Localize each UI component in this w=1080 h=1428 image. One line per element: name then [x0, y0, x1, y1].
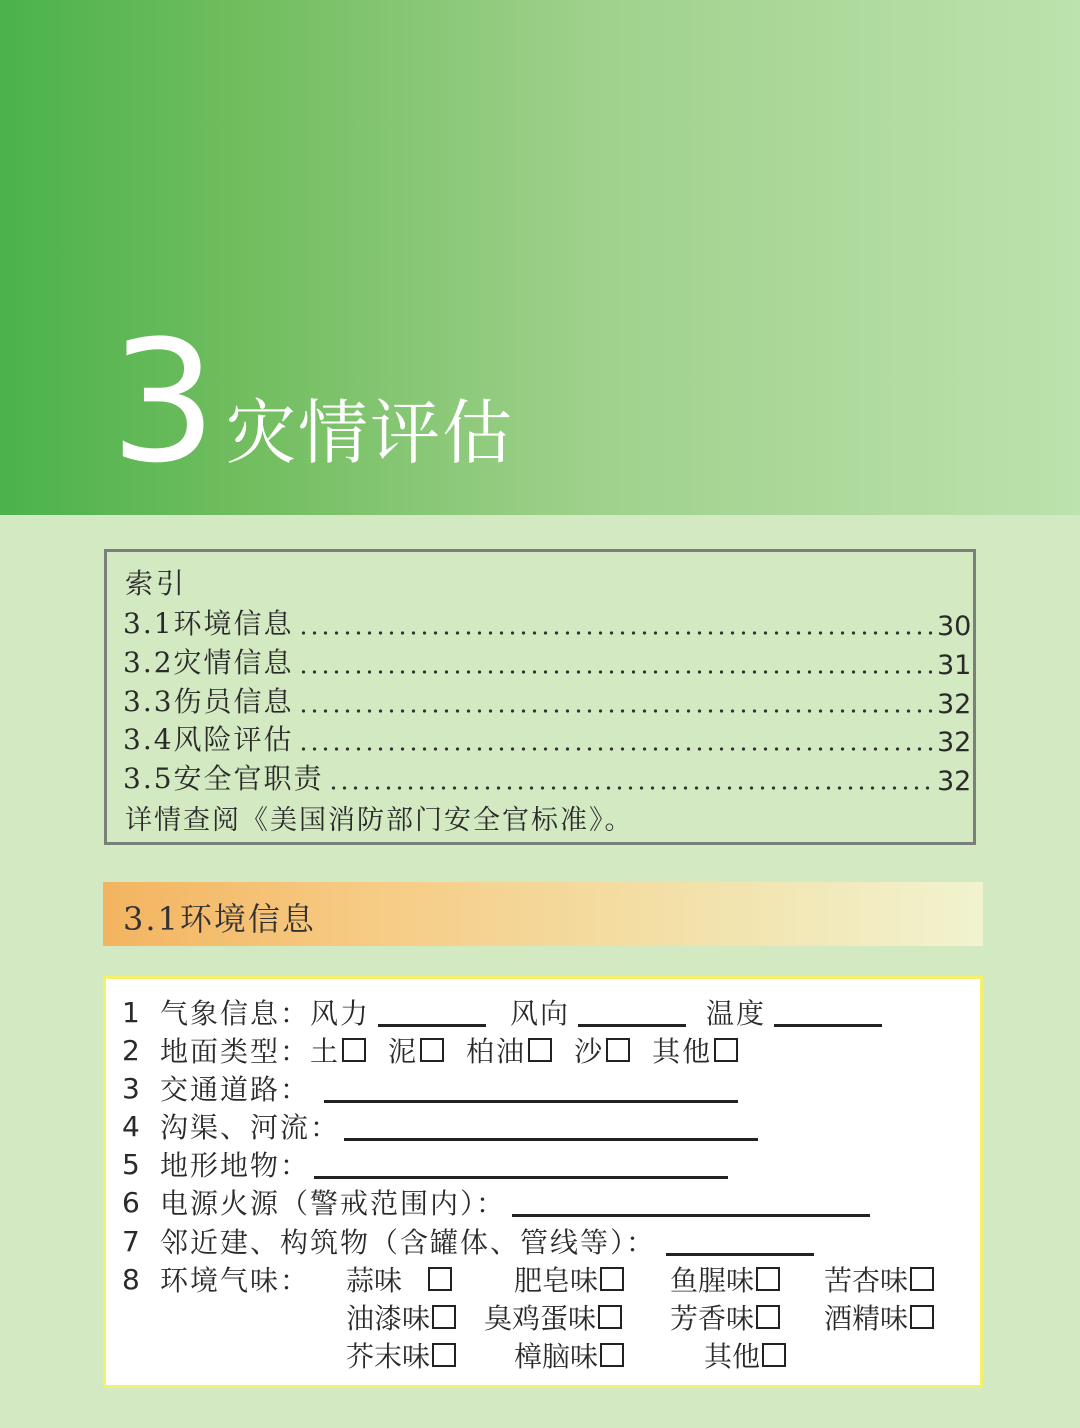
odor-label: 臭鸡蛋味: [484, 1302, 597, 1335]
form-line-odors: [122, 1260, 310, 1298]
index-box: [104, 549, 976, 845]
odor-label: 肥皂味: [514, 1264, 599, 1297]
soap-odor-checkbox[interactable]: [600, 1267, 624, 1291]
toc-item[interactable]: [123, 643, 971, 681]
option-label: 其他: [652, 1035, 713, 1068]
odor-option: [484, 1298, 622, 1336]
terrain-field[interactable]: [314, 1150, 728, 1179]
bitter-almond-odor-checkbox[interactable]: [910, 1267, 934, 1291]
odor-label: 苦杏味: [824, 1264, 909, 1297]
option-label: 柏油: [466, 1035, 527, 1068]
toc-leader-dots: [328, 785, 933, 791]
toc-page-number: 30: [937, 611, 972, 642]
toc-page-number: 32: [937, 727, 972, 758]
odor-option: [346, 1298, 456, 1336]
index-heading: 索引: [125, 567, 188, 600]
odor-label: 鱼腥味: [670, 1264, 755, 1297]
ditches-rivers-field[interactable]: [344, 1112, 758, 1141]
form-line-traffic-road: [122, 1069, 738, 1107]
form-line-terrain: [122, 1145, 728, 1183]
temperature-field[interactable]: [774, 998, 882, 1027]
wind-force-field[interactable]: [378, 998, 486, 1027]
other-ground-checkbox[interactable]: [714, 1038, 738, 1062]
toc-item[interactable]: [123, 759, 971, 797]
form-line-weather: [122, 993, 882, 1031]
option-label: 沙: [574, 1035, 605, 1068]
toc-label: 3.5安全官职责: [123, 762, 324, 795]
line-number: 7: [122, 1224, 142, 1258]
wind-direction-field[interactable]: [578, 998, 686, 1027]
odor-label: 芳香味: [670, 1302, 755, 1335]
alcohol-odor-checkbox[interactable]: [910, 1305, 934, 1329]
toc-item[interactable]: [123, 604, 971, 642]
sand-checkbox[interactable]: [606, 1038, 630, 1062]
odor-option: [824, 1298, 934, 1336]
toc-label: 3.3伤员信息: [123, 685, 294, 718]
odor-label: 蒜味: [346, 1264, 403, 1297]
line-label: 沟渠、河流：: [160, 1111, 341, 1144]
line-label: 交通道路：: [160, 1073, 311, 1106]
camphor-odor-checkbox[interactable]: [600, 1343, 624, 1367]
odor-option: [346, 1260, 452, 1298]
asphalt-checkbox[interactable]: [528, 1038, 552, 1062]
section-title: 3.1环境信息: [123, 900, 316, 938]
toc-label: 3.4风险评估: [123, 723, 294, 756]
toc-leader-dots: [298, 708, 933, 714]
form-line-nearby-structures: [122, 1222, 814, 1260]
line-number: 8: [122, 1262, 142, 1296]
form-line-ground-type: [122, 1031, 738, 1069]
toc-label: 3.2灾情信息: [123, 646, 294, 679]
odor-label: 油漆味: [346, 1302, 431, 1335]
soil-checkbox[interactable]: [342, 1038, 366, 1062]
odor-option: [824, 1260, 934, 1298]
line-number: 3: [122, 1071, 142, 1105]
paint-odor-checkbox[interactable]: [432, 1305, 456, 1329]
toc-item[interactable]: [123, 720, 971, 758]
toc-page-number: 32: [937, 766, 972, 797]
odor-label: 其他: [704, 1340, 761, 1373]
form-line-ditches-rivers: [122, 1107, 758, 1145]
odor-option: [514, 1336, 624, 1374]
line-number: 1: [122, 995, 142, 1029]
toc-page-number: 31: [937, 650, 972, 681]
aromatic-odor-checkbox[interactable]: [756, 1305, 780, 1329]
chapter-number: 3: [110, 304, 217, 500]
line-label: 邻近建、构筑物（含罐体、管线等）：: [160, 1226, 657, 1259]
odor-label: 酒精味: [824, 1302, 909, 1335]
mustard-odor-checkbox[interactable]: [432, 1343, 456, 1367]
form-line-power-fire-source: [122, 1183, 870, 1221]
line-number: 2: [122, 1033, 142, 1067]
line-label: 地形地物：: [160, 1149, 311, 1182]
chapter-title: 灾情评估: [226, 392, 514, 474]
line-label: 环境气味：: [160, 1264, 311, 1297]
garlic-odor-checkbox[interactable]: [428, 1267, 452, 1291]
option-label: 泥: [388, 1035, 419, 1068]
option-label: 土: [310, 1035, 341, 1068]
line-label: 地面类型：: [160, 1035, 311, 1068]
odor-option: [514, 1260, 624, 1298]
toc-leader-dots: [298, 630, 933, 636]
odor-option: [670, 1260, 780, 1298]
toc-leader-dots: [298, 746, 933, 752]
odor-label: 芥末味: [346, 1340, 431, 1373]
line-label: 气象信息：: [160, 997, 311, 1030]
temperature-label: 温度: [706, 997, 767, 1030]
wind-direction-label: 风向: [510, 997, 571, 1030]
line-label: 电源火源（警戒范围内）：: [160, 1187, 507, 1220]
environment-form: [103, 976, 983, 1388]
nearby-structures-field[interactable]: [666, 1227, 814, 1256]
traffic-road-field[interactable]: [324, 1074, 738, 1103]
index-reference-note: 详情查阅《美国消防部门安全官标准》。: [125, 805, 634, 836]
line-number: 6: [122, 1185, 142, 1219]
line-number: 5: [122, 1147, 142, 1181]
odor-option: [670, 1298, 780, 1336]
odor-label: 樟脑味: [514, 1340, 599, 1373]
other-odor-checkbox[interactable]: [762, 1343, 786, 1367]
section-heading-bar: [103, 882, 983, 946]
odor-option: [704, 1336, 786, 1374]
line-number: 4: [122, 1109, 142, 1143]
toc-label: 3.1环境信息: [123, 607, 294, 640]
odor-option: [346, 1336, 456, 1374]
chapter-header: [0, 0, 1080, 515]
fishy-odor-checkbox[interactable]: [756, 1267, 780, 1291]
power-fire-source-field[interactable]: [512, 1188, 870, 1217]
toc-page-number: 32: [937, 689, 972, 720]
toc-leader-dots: [298, 669, 933, 675]
rotten-egg-odor-checkbox[interactable]: [598, 1305, 622, 1329]
toc-item[interactable]: [123, 682, 971, 720]
wind-force-label: 风力: [310, 997, 371, 1030]
mud-checkbox[interactable]: [420, 1038, 444, 1062]
